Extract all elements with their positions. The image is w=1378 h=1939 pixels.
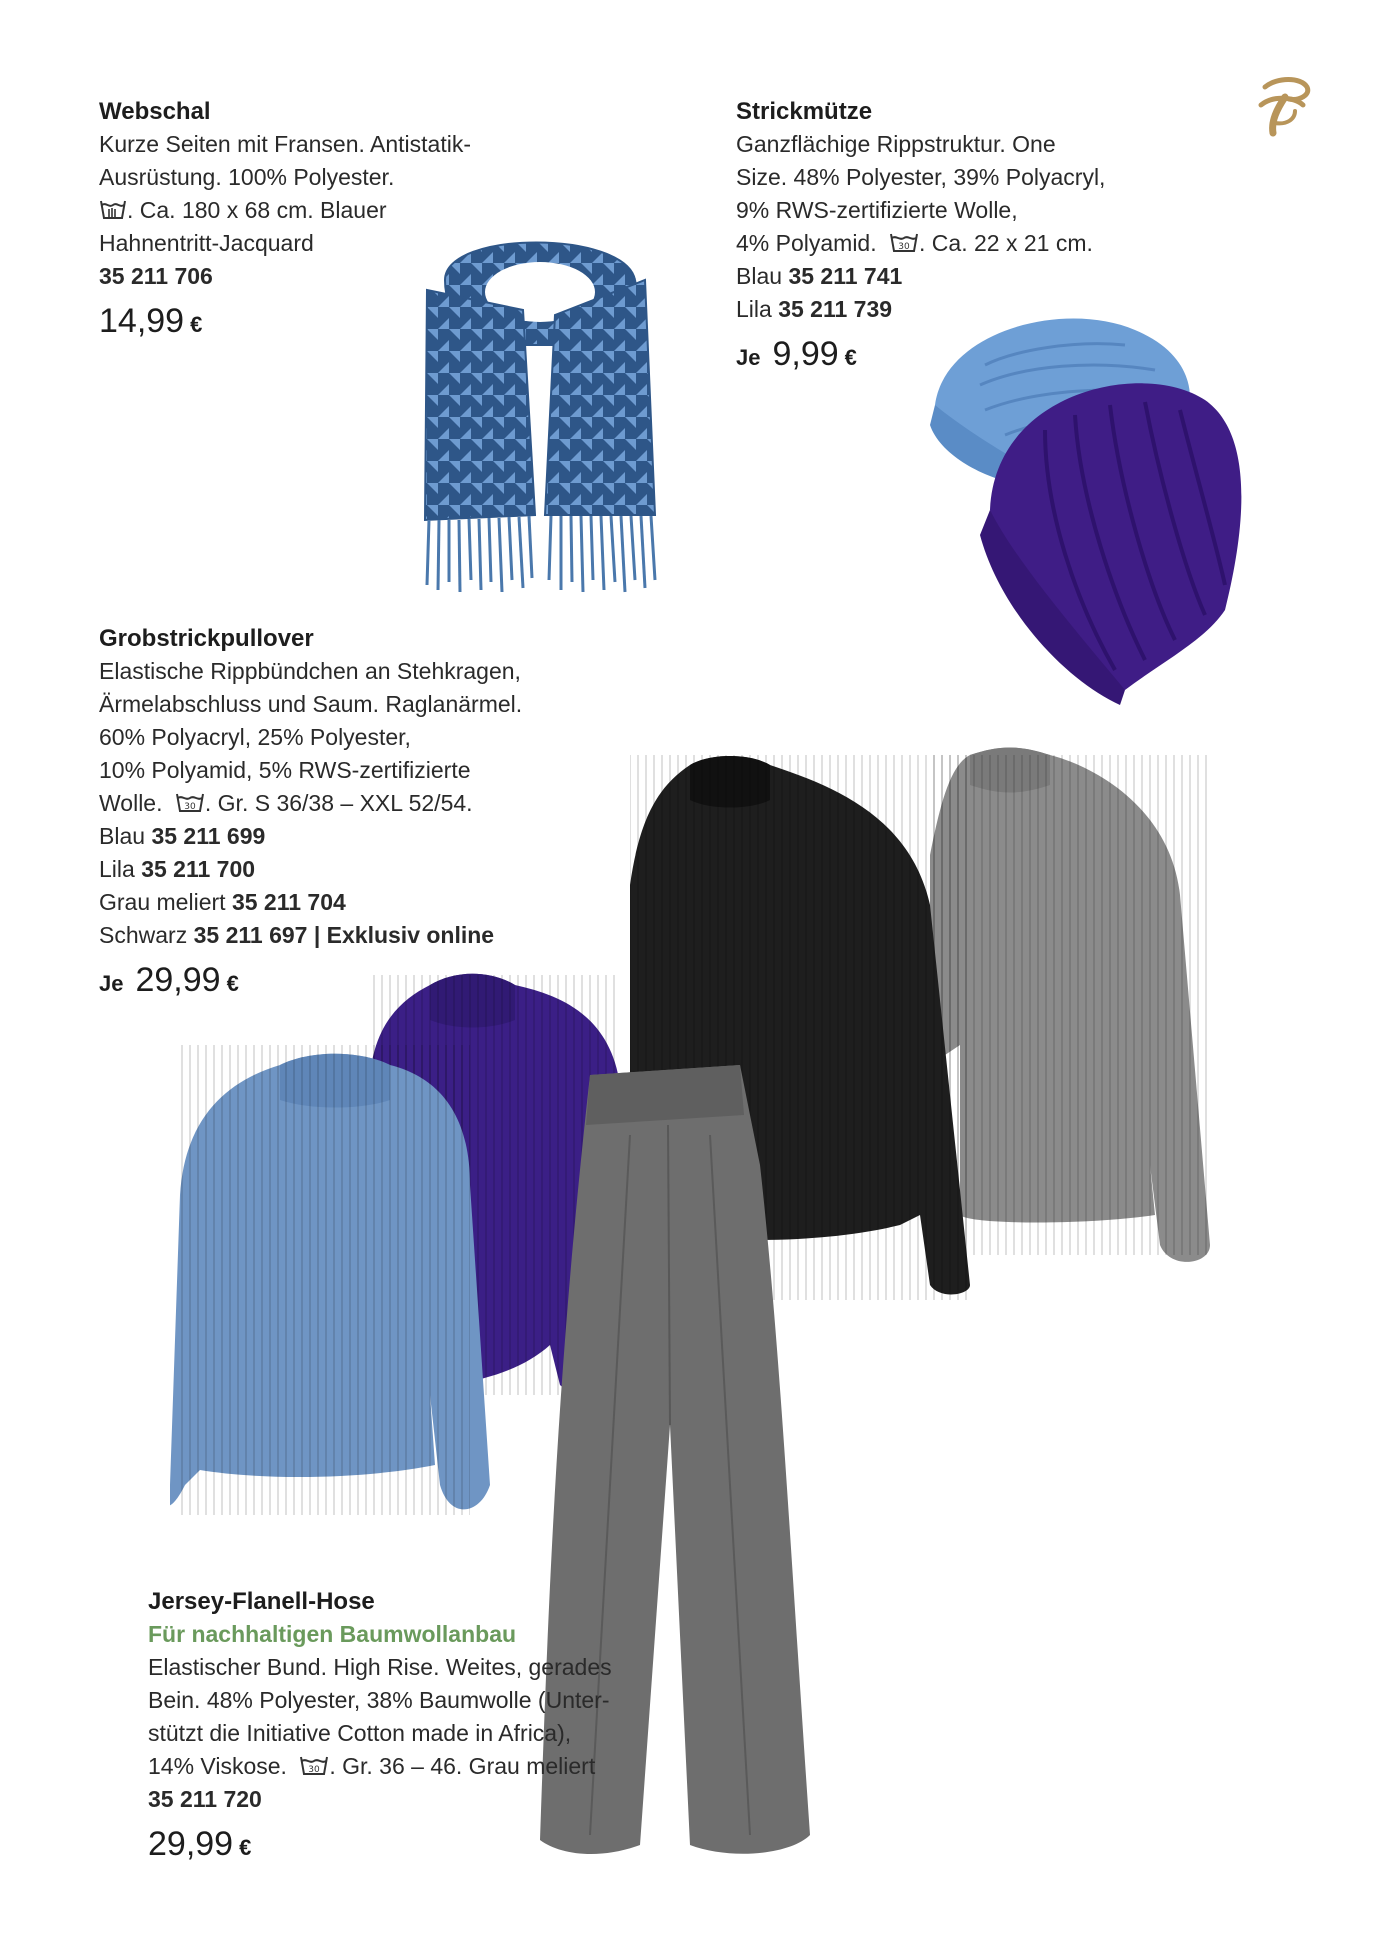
- product-title: Grobstrickpullover: [99, 625, 314, 652]
- variant-row: [736, 260, 1105, 293]
- article-number: 35 211 720: [148, 1786, 262, 1812]
- sustainability-note: Für nachhaltigen Baumwollanbau: [148, 1621, 517, 1647]
- article-number: 35 211 706: [99, 263, 213, 289]
- wash-30-icon: [299, 1753, 329, 1777]
- price-value: 14,99: [99, 302, 185, 340]
- hand-wash-icon: [99, 197, 127, 221]
- article-number: 35 211 741: [788, 263, 903, 289]
- product-title: Jersey-Flanell-Hose: [148, 1588, 375, 1615]
- description-line: 9% RWS-zertifizierte Wolle,: [736, 197, 1018, 223]
- brand-logo: [1255, 75, 1315, 137]
- description-line: Ganzflächige Rippstruktur. One: [736, 131, 1056, 157]
- svg-text:30: 30: [898, 242, 910, 252]
- description-text: 14% Viskose.: [148, 1753, 287, 1779]
- product-hose: [148, 1585, 612, 1870]
- description-text: 4% Polyamid.: [736, 230, 877, 256]
- scarf-image: [405, 230, 675, 600]
- svg-text:30: 30: [308, 1765, 321, 1775]
- variant-color: Lila: [736, 296, 772, 322]
- description-line: Elastischer Bund. High Rise. Weites, gerades: [148, 1654, 612, 1680]
- description-line-with-wash: [736, 227, 1105, 260]
- description-text: . Gr. S 36/38 – XXL 52/54.: [204, 790, 473, 816]
- price-prefix: Je: [736, 345, 761, 370]
- description-line: Ausrüstung. 100% Polyester.: [99, 164, 395, 190]
- description-line: Hahnentritt-Jacquard: [99, 230, 314, 256]
- article-number: 35 211 700: [141, 856, 256, 882]
- description-text: . Ca. 180 x 68 cm. Blauer: [127, 197, 387, 223]
- currency-symbol: €: [844, 345, 857, 370]
- description-line: Ärmelabschluss und Saum. Raglanärmel.: [99, 691, 523, 717]
- currency-symbol: €: [239, 1835, 252, 1860]
- article-number: 35 211 699: [151, 823, 266, 849]
- description-line: 60% Polyacryl, 25% Polyester,: [99, 724, 411, 750]
- description-line: stützt die Initiative Cotton made in Africa),: [148, 1720, 572, 1746]
- description-line: Bein. 48% Polyester, 38% Baumwolle (Unter-: [148, 1687, 610, 1713]
- variant-color: Blau: [736, 263, 783, 289]
- currency-symbol: €: [226, 971, 239, 996]
- price-value: 29,99: [135, 961, 221, 999]
- variant-color: Blau: [99, 823, 146, 849]
- description-line-with-wash: [99, 194, 471, 227]
- wash-30-icon: [889, 230, 919, 254]
- description-text: . Gr. 36 – 46. Grau meliert: [329, 1753, 596, 1779]
- product-title: Strickmütze: [736, 98, 873, 125]
- product-title: Webschal: [99, 98, 211, 125]
- grey-sweater: [930, 748, 1210, 1262]
- svg-text:30: 30: [184, 802, 196, 812]
- description-text: Wolle.: [99, 790, 163, 816]
- description-text: . Ca. 22 x 21 cm.: [919, 230, 1093, 256]
- article-number: 35 211 704: [231, 889, 346, 915]
- currency-symbol: €: [190, 312, 203, 337]
- variant-color: Schwarz: [99, 922, 188, 948]
- variant-color: Lila: [99, 856, 135, 882]
- article-number: 35 211 739: [778, 296, 893, 322]
- price: [148, 1822, 612, 1870]
- price-prefix: Je: [99, 971, 124, 996]
- hats-image: [925, 310, 1255, 710]
- description-line-with-wash: [148, 1750, 612, 1783]
- price-value: 9,99: [772, 335, 839, 373]
- variant-color: Grau meliert: [99, 889, 226, 915]
- blue-sweater: [170, 1045, 490, 1515]
- description-line: Size. 48% Polyester, 39% Polyacryl,: [736, 164, 1106, 190]
- description-line: 10% Polyamid, 5% RWS-zertifizierte: [99, 757, 471, 783]
- description-line: Kurze Seiten mit Fransen. Antistatik-: [99, 131, 471, 157]
- article-number: 35 211 697 | Exklusiv online: [193, 922, 495, 948]
- price-value: 29,99: [148, 1825, 234, 1863]
- description-line: Elastische Rippbündchen an Stehkragen,: [99, 658, 521, 684]
